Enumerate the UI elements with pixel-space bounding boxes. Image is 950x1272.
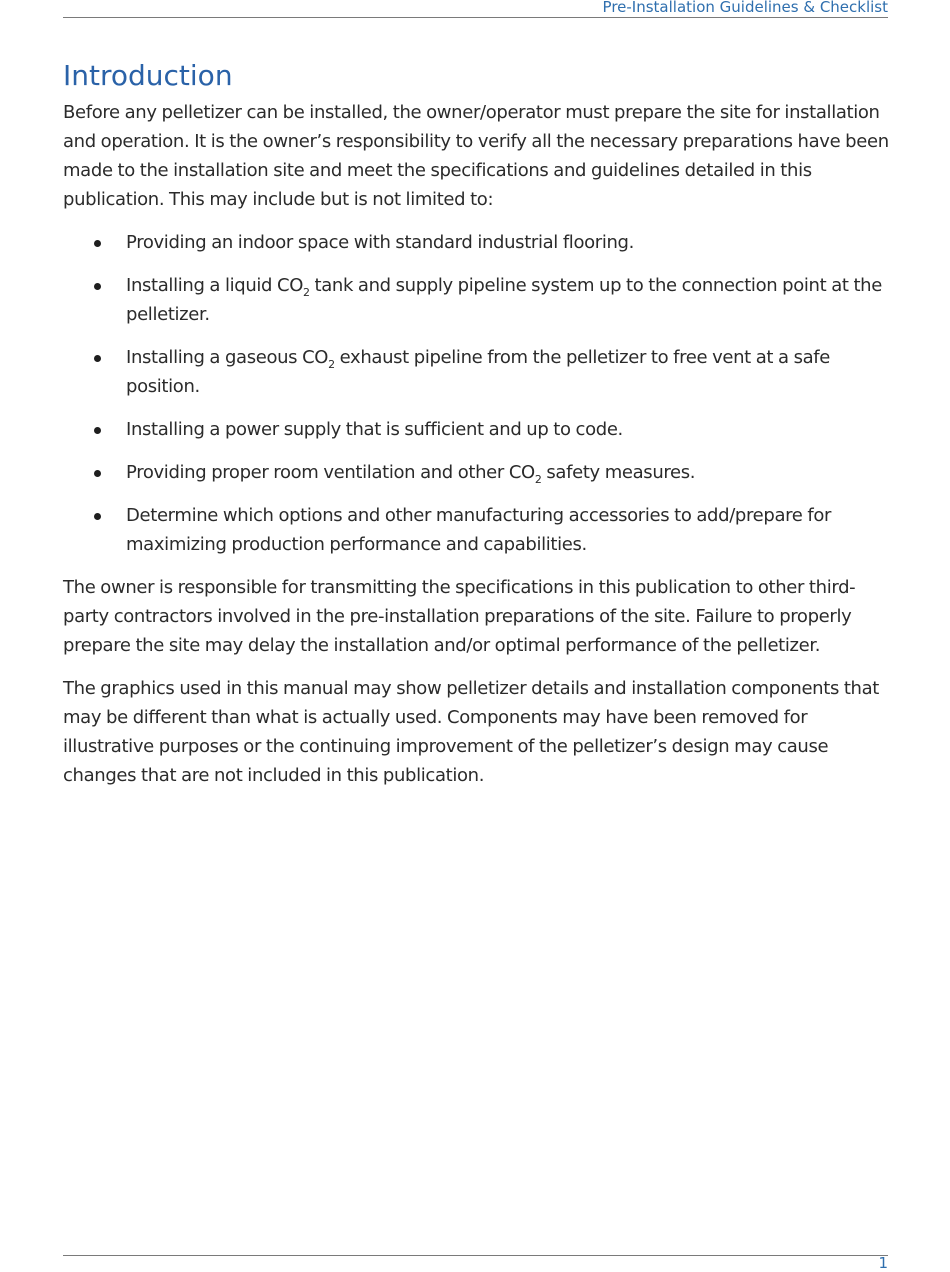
list-item-text: Installing a power supply that is sufficient and up to code. (126, 419, 623, 440)
bullet-icon (94, 283, 101, 290)
bullet-icon (94, 427, 101, 434)
list-item-text-start: Installing a liquid CO (126, 275, 304, 296)
bullet-icon (94, 513, 101, 520)
bullet-icon (94, 355, 101, 362)
page-number: 1 (878, 1254, 888, 1272)
list-item (63, 271, 889, 329)
list-item (63, 343, 889, 401)
footer-divider (63, 1255, 888, 1256)
intro-paragraph: Before any pelletizer can be installed, the owner/operator must prepare the site for installation and operation. It is the owner’s responsibility to verify all the necessary preparations have been made to the installation site and meet the specifications and guidelines detailed in this publication. This may include but is not limited to: (63, 102, 889, 210)
subscript: 2 (534, 473, 542, 486)
list-item (63, 458, 889, 487)
header-divider (63, 17, 888, 18)
bullet-icon (94, 470, 101, 477)
running-header: Pre-Installation Guidelines & Checklist (602, 0, 888, 16)
list-item-text-end: tank and supply pipeline system up to the connection point at the pelletizer. (126, 275, 882, 325)
list-item-text-start: Providing proper room ventilation and other CO (126, 462, 535, 483)
subscript: 2 (328, 358, 335, 371)
graphics-disclaimer-paragraph: The graphics used in this manual may show pelletizer details and installation components that may be different than what is actually used. Components may have been removed for illustrative purposes or the continuing improvement of the pelletizer’s design may cause changes that are not included in this publication. (63, 678, 880, 786)
list-item (63, 501, 889, 559)
list-item-text: Determine which options and other manufacturing accessories to add/prepare for maximizing production performance and capabilities. (126, 505, 832, 555)
subscript: 2 (303, 286, 310, 299)
preparation-list (63, 228, 889, 559)
body-content (63, 98, 889, 804)
list-item-text-start: Installing a gaseous CO (126, 347, 329, 368)
list-item-text-end: safety measures. (541, 462, 696, 483)
list-item-text-end: exhaust pipeline from the pelletizer to free vent at a safe position. (126, 347, 830, 397)
list-item-text: Providing an indoor space with standard industrial flooring. (126, 232, 634, 253)
bullet-icon (94, 240, 101, 247)
list-item (63, 228, 889, 257)
section-title: Introduction (63, 59, 233, 92)
list-item (63, 415, 889, 444)
responsibility-paragraph: The owner is responsible for transmitting the specifications in this publication to other third-party contractors involved in the pre-installation preparations of the site. Failure to properly prepare the site may delay the installation and/or optimal performance of the pelletizer. (63, 577, 856, 656)
